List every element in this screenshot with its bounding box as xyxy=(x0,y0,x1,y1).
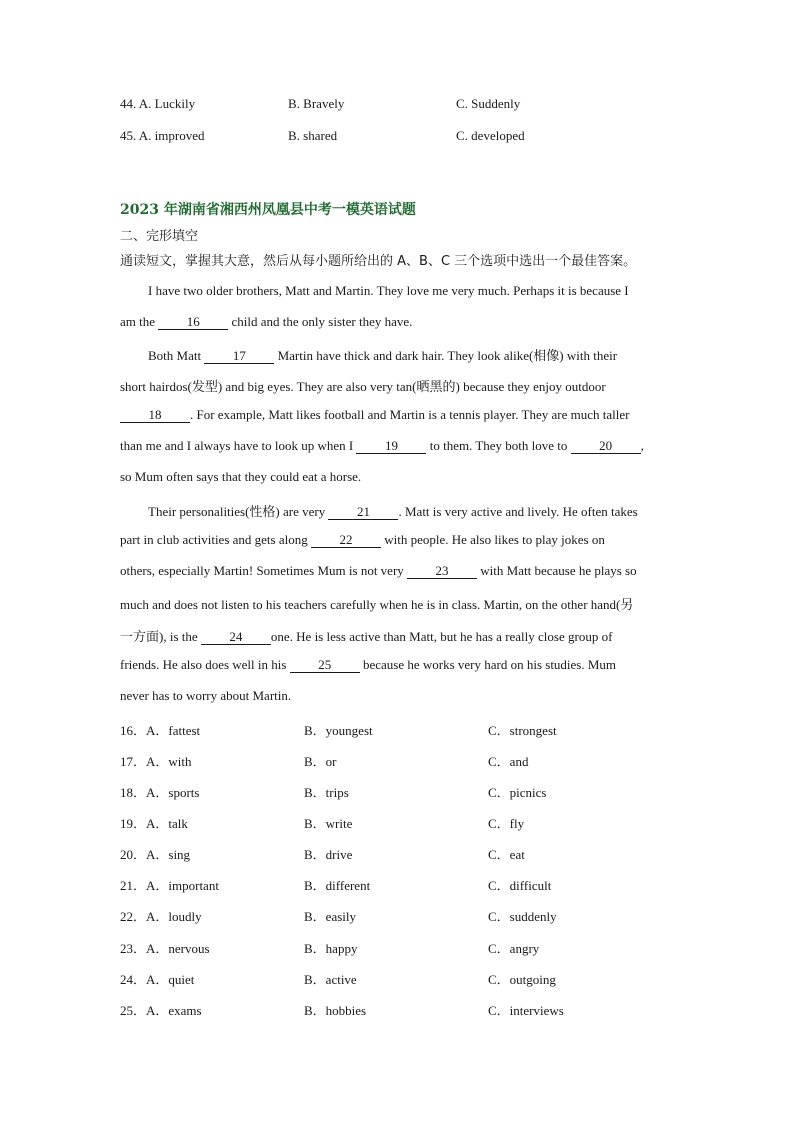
option-a: 17．A．with xyxy=(120,754,192,769)
question-row xyxy=(0,720,794,740)
option-c: C. developed xyxy=(456,128,525,143)
question-row xyxy=(0,813,794,833)
option-b: B．drive xyxy=(304,847,353,862)
option-a: 18．A．sports xyxy=(120,785,200,800)
option-b: B．happy xyxy=(304,941,358,956)
instruction: 通读短文，掌握其大意，然后从每小题所给出的 A、B、C 三个选项中选出一个最佳答案。 xyxy=(120,254,637,269)
option-c: C．picnics xyxy=(488,785,547,800)
option-c: C．eat xyxy=(488,847,525,862)
question-row xyxy=(0,782,794,802)
option-c: C．angry xyxy=(488,941,540,956)
passage-line: so Mum often says that they could eat a horse. xyxy=(120,469,362,484)
section-title: 二、完形填空 xyxy=(120,229,199,244)
passage-line: part in club activities and gets along 22 with people. He also likes to play jokes on xyxy=(120,532,605,547)
option-c: C．and xyxy=(488,754,529,769)
question-row xyxy=(0,938,794,958)
option-b: B．youngest xyxy=(304,723,373,738)
option-a: 16．A．fattest xyxy=(120,723,201,738)
option-a: 44. A. Luckily xyxy=(120,96,196,111)
passage-line: Their personalities(性格) are very 21 . Matt is very active and lively. He often takes xyxy=(148,504,638,519)
option-a: 25．A．exams xyxy=(120,1003,202,1018)
blank-18: 18 xyxy=(120,408,190,423)
question-row xyxy=(0,969,794,989)
option-a: 20．A．sing xyxy=(120,847,191,862)
passage-line: than me and I always have to look up when I 19 to them. They both love to 20 , xyxy=(120,438,644,453)
option-b: B. shared xyxy=(288,128,338,143)
exam-title: 2023 年湖南省湘西州凤凰县中考一模英语试题 xyxy=(120,202,416,218)
passage-line: am the 16 child and the only sister they have. xyxy=(120,314,413,329)
option-b: B．hobbies xyxy=(304,1003,367,1018)
question-row xyxy=(0,844,794,864)
passage-line: 18 . For example, Matt likes football and Martin is a tennis player. They are much taller xyxy=(120,407,676,423)
passage-line: friends. He also does well in his 25 because he works very hard on his studies. Mum xyxy=(120,657,617,672)
question-row xyxy=(0,906,794,926)
blank-21: 21 xyxy=(328,505,398,520)
blank-22: 22 xyxy=(311,533,381,548)
option-c: C．suddenly xyxy=(488,909,557,924)
passage-line: short hairdos(发型) and big eyes. They are also very tan(晒黑的) because they enjoy outdoor xyxy=(120,379,606,394)
prev-option-row xyxy=(0,96,794,116)
blank-16: 16 xyxy=(158,315,228,330)
passage-line: I have two older brothers, Matt and Martin. They love me very much. Perhaps it is because I xyxy=(148,283,629,298)
option-a: 24．A．quiet xyxy=(120,972,195,987)
option-a: 21．A．important xyxy=(120,878,219,893)
passage-line: much and does not listen to his teachers carefully when he is in class. Martin, on the other hand(另 xyxy=(120,597,634,612)
blank-25: 25 xyxy=(290,658,360,673)
option-a: 23．A．nervous xyxy=(120,941,210,956)
passage-line: never has to worry about Martin. xyxy=(120,688,292,703)
option-a: 19．A．talk xyxy=(120,816,188,831)
option-b: B．write xyxy=(304,816,353,831)
blank-20: 20 xyxy=(571,439,641,454)
prev-option-row xyxy=(0,128,794,148)
question-row xyxy=(0,875,794,895)
option-a: 22．A．loudly xyxy=(120,909,202,924)
option-b: B．different xyxy=(304,878,371,893)
blank-24: 24 xyxy=(201,630,271,645)
option-b: B．active xyxy=(304,972,357,987)
option-c: C．outgoing xyxy=(488,972,556,987)
passage-line: 一方面), is the 24 one. He is less active than Matt, but he has a really close group of xyxy=(120,629,613,644)
option-b: B．or xyxy=(304,754,337,769)
option-b: B．easily xyxy=(304,909,356,924)
option-c: C．interviews xyxy=(488,1003,564,1018)
blank-23: 23 xyxy=(407,564,477,579)
blank-19: 19 xyxy=(356,439,426,454)
question-row xyxy=(0,1000,794,1020)
option-b: B．trips xyxy=(304,785,349,800)
option-a: 45. A. improved xyxy=(120,128,205,143)
passage-line: others, especially Martin! Sometimes Mum is not very 23 with Matt because he plays so xyxy=(120,563,637,578)
question-row xyxy=(0,751,794,771)
blank-17: 17 xyxy=(204,349,274,364)
option-c: C．fly xyxy=(488,816,525,831)
option-c: C．difficult xyxy=(488,878,552,893)
passage-line: Both Matt 17 Martin have thick and dark hair. They look alike(相像) with their xyxy=(148,348,618,363)
option-b: B. Bravely xyxy=(288,96,345,111)
option-c: C. Suddenly xyxy=(456,96,521,111)
option-c: C．strongest xyxy=(488,723,557,738)
